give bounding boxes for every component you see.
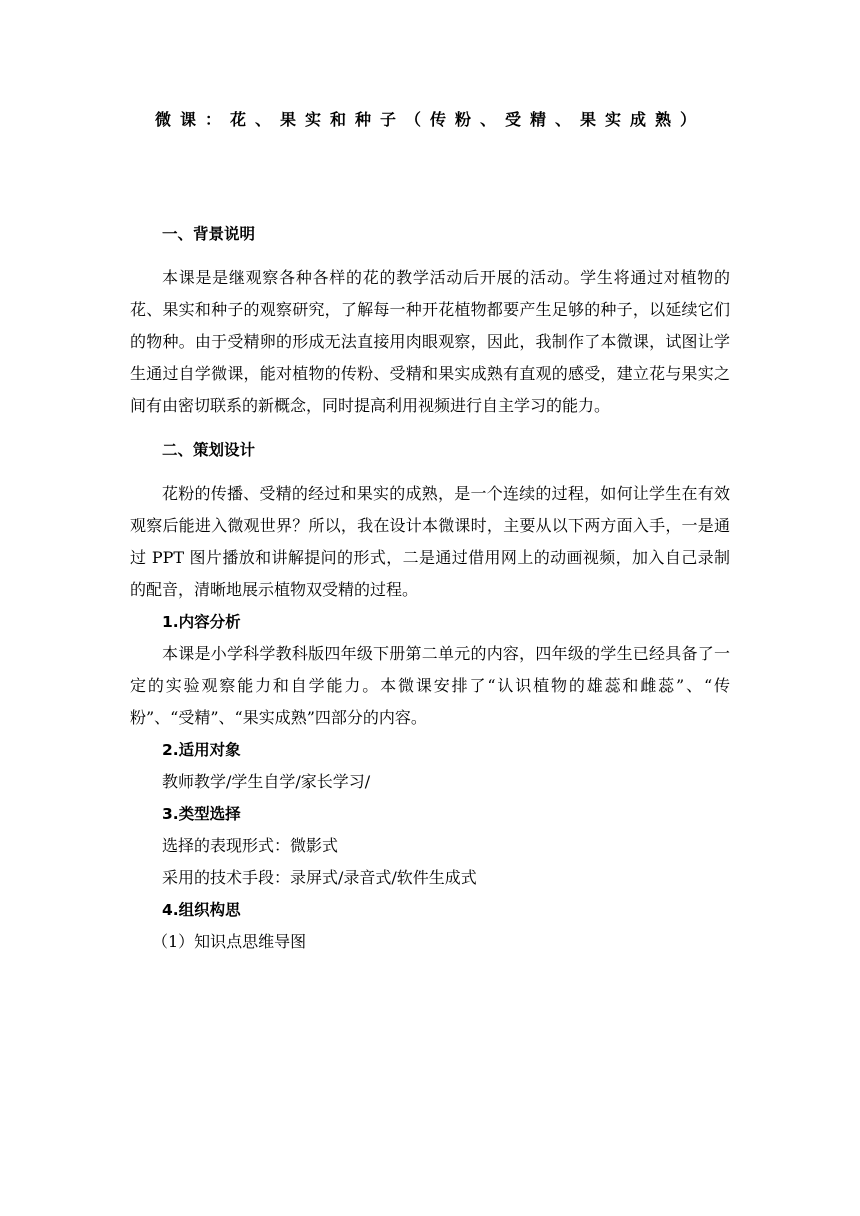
paragraph-design: 花粉的传播、受精的经过和果实的成熟，是一个连续的过程，如何让学生在有效观察后能进入微观世界？所以，我在设计本微课时，主要从以下两方面入手，一是通过 PPT 图片播放和讲解提问的形式，二是通过借用网上的动画视频，加入自己录制的配音，清晰地展示植物双受精的过程。 <box>130 484 730 599</box>
document-body <box>130 218 730 958</box>
text-type-tech: 采用的技术手段：录屏式/录音式/软件生成式 <box>162 868 477 887</box>
paragraph-background: 本课是是继观察各种各样的花的教学活动后开展的活动。学生将通过对植物的花、果实和种子的观察研究，了解每一种开花植物都要产生足够的种子，以延续它们的物种。由于受精卵的形成无法直接用肉眼观察，因此，我制作了本微课，试图让学生通过自学微课，能对植物的传粉、受精和果实成熟有直观的感受，建立花与果实之间有由密切联系的新概念，同时提高利用视频进行自主学习的能力。 <box>130 268 730 415</box>
paragraph-content-analysis: 本课是小学科学教科版四年级下册第二单元的内容，四年级的学生已经具备了一定的实验观察能力和自学能力。本微课安排了“认识植物的雄蕊和雌蕊”、“传粉”、“受精”、“果实成熟”四部分的内容。 <box>130 644 730 727</box>
text-target: 教师教学/学生自学/家长学习/ <box>162 772 371 791</box>
document-title: 微课：花、果实和种子（传粉、受精、果实成熟） <box>154 110 705 129</box>
heading-content-analysis: 1.内容分析 <box>162 613 241 631</box>
text-type-form: 选择的表现形式：微影式 <box>162 836 339 855</box>
heading-background: 一、背景说明 <box>162 225 256 243</box>
heading-target: 2.适用对象 <box>162 741 241 759</box>
heading-organization: 4.组织构思 <box>162 901 241 919</box>
heading-type: 3.类型选择 <box>162 805 241 823</box>
heading-design: 二、策划设计 <box>162 441 256 459</box>
text-organization-item1: （1）知识点思维导图 <box>152 932 307 951</box>
